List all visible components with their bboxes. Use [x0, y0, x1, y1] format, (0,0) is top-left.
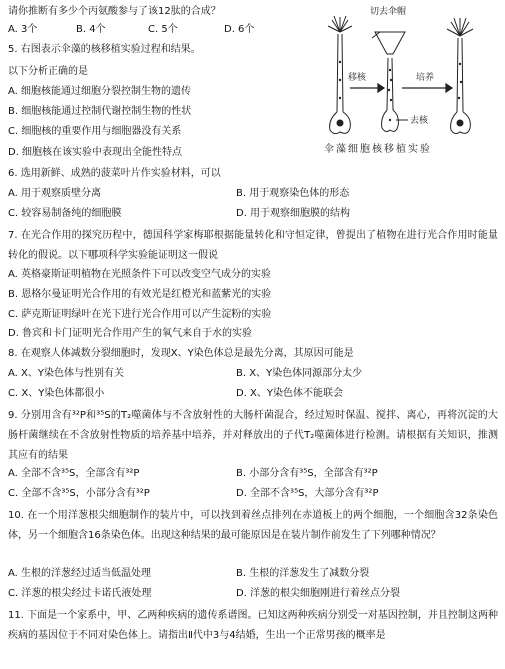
q8-stem: 8. 在观察人体减数分裂细胞时，发现X、Y染色体总是最先分离，其原因可能是 — [8, 348, 354, 359]
q6-option-d: D. 用于观察细胞膜的结构 — [236, 208, 351, 219]
q6-option-c: C. 较容易制备纯的细胞膜 — [8, 208, 122, 219]
q4-option-d: D. 6个 — [224, 24, 255, 35]
middle-plant-drawing — [372, 32, 408, 132]
q5-option-d: D. 细胞核在该实验中表现出全能性特点 — [8, 147, 183, 158]
q7-option-a: A. 英格豪斯证明植物在光照条件下可以改变空气成分的实验 — [8, 269, 272, 280]
q8-option-a: A. X、Y染色体与性别有关 — [8, 368, 124, 379]
q9-option-b: B. 小部分含有³⁵S，全部含有³²P — [236, 468, 378, 479]
figure-caption: 伞藻细胞核移植实验 — [324, 144, 432, 155]
q8-option-c: C. X、Y染色体都很小 — [8, 388, 105, 399]
q9-stem: 9. 分别用含有³²P和³⁵S的T₂噬菌体与不含放射性的大肠杆菌混合，经过短时保温、搅拌、离心，再将沉淀的大肠杆菌继续在不含放射性物质的培养基中培养，并对释放出的子代T₂噬菌体进行检测。请根据有关知识，推测其应有的结果 — [8, 410, 498, 461]
acetabularia-figure — [320, 2, 502, 160]
q8-options-row2 — [8, 386, 498, 402]
right-plant-drawing — [447, 18, 473, 134]
q9-options-row1 — [8, 466, 498, 482]
q10-option-d: D. 洋葱的根尖细胞刚进行着丝点分裂 — [236, 588, 401, 599]
q11-stem: 11. 下面是一个家系中，甲、乙两种疾病的遗传系谱图。已知这两种疾病分别受一对基因控制，并且控制这两种疾病的基因位于不同对染色体上。请指出Ⅱ代中3与4结婚，生出一个正常男孩的概率是 — [8, 610, 498, 641]
q10-option-b: B. 生根的洋葱发生了减数分裂 — [236, 568, 370, 579]
q6-option-b: B. 用于观察染色体的形态 — [236, 188, 350, 199]
q4-stem: 请你推断有多少个丙氨酸参与了该12肽的合成？ — [8, 6, 221, 17]
q9-options-row2 — [8, 486, 498, 502]
q10-option-a: A. 生根的洋葱经过适当低温处理 — [8, 568, 152, 579]
q6-options-row2 — [8, 206, 498, 222]
transplant-arrow — [350, 84, 384, 92]
q6-stem: 6. 选用新鲜、成熟的菠菜叶片作实验材料，可以 — [8, 168, 221, 179]
q4-option-c: C. 5个 — [148, 24, 178, 35]
q10-option-c: C. 洋葱的根尖经过卡诺氏液处理 — [8, 588, 152, 599]
q7-option-b: B. 恩格尔曼证明光合作用的有效光是红橙光和蓝紫光的实验 — [8, 289, 272, 300]
label-transplant: 移核 — [348, 73, 367, 83]
q6-option-a: A. 用于观察质壁分离 — [8, 188, 102, 199]
q7-option-d: D. 鲁宾和卡门证明光合作用产生的氧气来自于水的实验 — [8, 328, 253, 339]
q5-stem: 5. 右图表示伞藻的核移植实验过程和结果。 — [8, 44, 201, 55]
q4-option-b: B. 4个 — [76, 24, 106, 35]
label-remove-nucleus: 去核 — [410, 116, 429, 126]
q9-option-a: A. 全部不含³⁵S，全部含有³²P — [8, 468, 140, 479]
q9-option-c: C. 全部不含³⁵S，小部分含有³²P — [8, 488, 150, 499]
q4-option-a: A. 3个 — [8, 24, 38, 35]
q5-lead: 以下分析正确的是 — [8, 66, 88, 77]
q5-option-c: C. 细胞核的重要作用与细胞器没有关系 — [8, 126, 182, 137]
q10-stem: 10. 在一个用洋葱根尖细胞制作的装片中，可以找到着丝点排列在赤道板上的两个细胞，一个细胞含32条染色体，另一个细胞含16条染色体。出现这种结果的最可能原因是在装片制作前发生了下列哪种情况？ — [8, 510, 498, 541]
q5-option-b: B. 细胞核能通过控制代谢控制生物的性状 — [8, 106, 192, 117]
q5-option-a: A. 细胞核能通过细胞分裂控制生物的遗传 — [8, 86, 192, 97]
q6-options-row1 — [8, 186, 498, 202]
q10-options-row2 — [8, 586, 498, 602]
label-culture: 培养 — [416, 73, 435, 83]
culture-arrow — [402, 84, 452, 92]
q9-option-d: D. 全部不含³⁵S，大部分含有³²P — [236, 488, 379, 499]
label-cut-cap: 切去伞帽 — [370, 7, 407, 17]
q10-options-row1 — [8, 566, 498, 582]
q8-option-b: B. X、Y染色体同源部分太少 — [236, 368, 363, 379]
q7-stem: 7. 在光合作用的探究历程中，德国科学家梅耶根据能量转化和守恒定律，曾提出了植物在进行光合作用时能量转化的假说。以下哪项科学实验能证明这一假说 — [8, 230, 498, 261]
q7-option-c: C. 萨克斯证明绿叶在光下进行光合作用可以产生淀粉的实验 — [8, 309, 272, 320]
q8-options-row1 — [8, 366, 498, 382]
q8-option-d: D. X、Y染色体不能联会 — [236, 388, 344, 399]
